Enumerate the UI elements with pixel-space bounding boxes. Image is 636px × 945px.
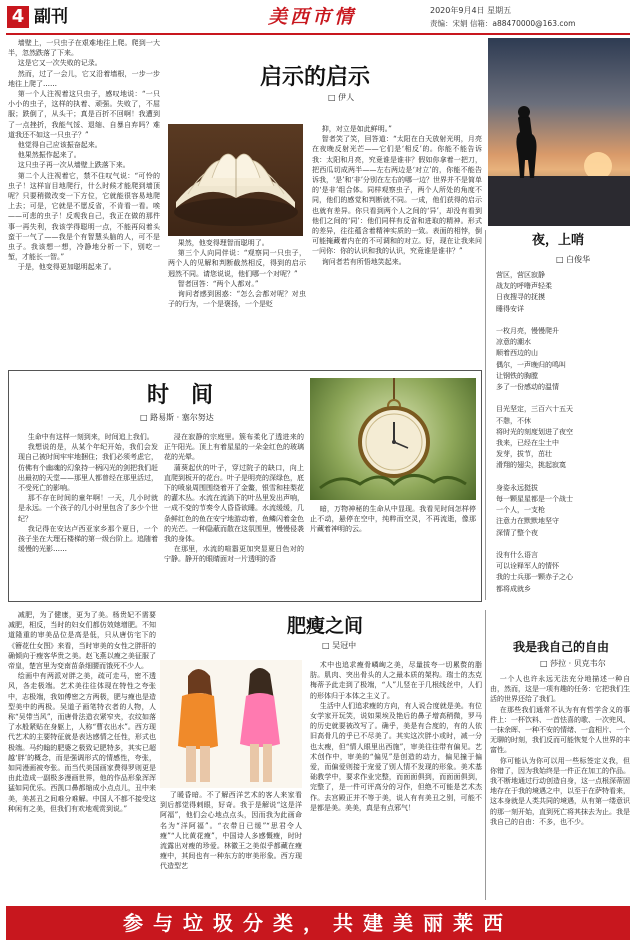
qishi-para: 第三个人向同伴说：“观察同一只虫子，两个人的见解和判断截然相反，得到的启示迥然不同。请您说说，他们哪一个对呢？”: [168, 249, 306, 278]
open-book-image: [168, 124, 303, 236]
article-title: 时 间: [146, 382, 213, 408]
time-para: 生命中有这样一刻到来，时间追上我们。: [27, 433, 154, 441]
left-bottom-para: 绘画中有两派对胖之美，疏可走马，密不透风，各走极端。艺术美往往体现在特性之夸张中，志极端，我如傅密之方两极，肥与瘦也是造型美中的两极。吴道子画笔特衣者的人物，人称“吴带当风”，而唐骨法造衣紧窄夹，衣纹如落了水般紧贴在身躯上，人称“曹衣出水”。西方现代艺术的主要特征就是表达感情之任性，形式也极端。马约翰的肥婆之极致记肥特多，其实已超越‘胖’的概念，而是强调形式的情感性，夸张，如同漫画被夸张。而当代美国画家费得罗则更是由此造成一副极多漫画世界，他的作品形象浑浑猛如同优乐。西凯口鼻都缩成小点点儿，丑中来美，美甚丑之间难分难解。中国人不都不接受这种闲有之美，但我们有欢地观赏到说。”: [8, 672, 156, 813]
header-divider: [6, 33, 630, 35]
poem-body: [496, 270, 630, 606]
column-divider: [485, 230, 486, 600]
time-para: 我记得在安达卢西亚家乡那个夏日，一个孩子坐在大理石楼梯的第一级台阶上。追随着缓慢的光影……: [18, 524, 158, 554]
women-figures: [160, 660, 302, 788]
left-story-para: 这是它又一次失败的记录。: [17, 59, 102, 68]
poem-line: 睡得安详: [496, 304, 524, 313]
pocket-watch-image: [310, 378, 476, 500]
qishi-col2: [312, 124, 482, 362]
time-para: 蒲葵起伏的叶子，穿过院子的缺口，向上直爬到板开的花台。叶子是明亮的深绿色，底下的喷泉周围围绕着开了金鳖，银雪和桂梨花的灌木丛。水流在流淌下的叶丛里发出声响，一成不变的节奏令人昏昏欲睡。水流缓缓，几条鲜红色的鱼在安宁地游动着，鱼鳞闪着金色的光芒。一种隐蔽而散在这氛围里，慢慢侵袭我的身体。: [164, 463, 304, 544]
poem-line: [496, 393, 630, 404]
qishi-para: 询问者感到困惑：“怎么会都对呢？对虫子的行为，一个是褒扬，一个是贬: [168, 290, 306, 309]
poem-title: 夜，上哨: [531, 233, 584, 248]
poem-line: 发芽，拔节，茁壮: [496, 450, 552, 459]
self-story: [490, 674, 630, 902]
poem-line: 可以诠释军人的情怀: [496, 562, 559, 571]
time-para: 浸在寂静的宗庭里。簇布柔化了透进来的正午阳光。顶上有着星星的一朵金红色的玻璃花的光晕。: [164, 433, 304, 462]
left-story-para: 这只虫子再一次从墙壁上跌落下来。: [17, 161, 130, 170]
article-byline: □ 路易斯 · 塞尔努达: [140, 412, 214, 423]
poem-line: [496, 315, 630, 326]
article-title: 肥瘦之间: [286, 615, 363, 637]
watch-illustration: [310, 378, 476, 500]
poem-line: 偶尔，一声晚归的鸣叫: [496, 360, 566, 369]
poem-line: 日夜搜寻的抚摸: [496, 293, 545, 302]
poem-line: 滑翔的翅尖，挑起寂寞: [496, 461, 566, 470]
poem-line: 目光坚定，三百六十五天: [496, 405, 573, 414]
left-story-para: 于是，他变得更加聪明起来了。: [17, 263, 116, 272]
qishi-para: 智者回答：“两个人都对。”: [177, 279, 259, 288]
qishi-para: 询问者若有所悟地笑起来。: [321, 257, 406, 266]
editor-info: 责编：宋娟 信箱：a88470000@163.com: [430, 19, 576, 28]
poem-line: 我的士兵那一颗赤子之心: [496, 573, 573, 582]
left-story-para: 他觉得自己应该振奋起来。: [17, 141, 102, 150]
left-story-para: 然而，过了一会儿，它又沿着墙根，一步一步地往上爬了……: [8, 69, 160, 88]
time-para: 那不存在时间的童年啊！一天，几小时就是永远。一个孩子的几小时里包含了多少个世纪？: [18, 494, 158, 523]
article-title: 我是我自己的自由: [512, 640, 609, 654]
poem-line: 战友的呼噜声轻柔: [496, 282, 552, 291]
poem-line: 每一颗星星都是一个战士: [496, 495, 573, 504]
book-illustration: [168, 124, 303, 236]
section-title: 副刊: [34, 7, 68, 27]
poem-line: 身姿永远挺拔: [496, 483, 538, 492]
time-para: 在那里，水流的喧嚣更加突显夏日色对的宁静。静开的眼睛面对一片透明的香: [164, 545, 304, 564]
left-story: [8, 38, 160, 360]
fei-para: 了暖昏暗。不了解西洋艺术的客人来家看到后都觉得刺眼，好奇。我于是解说“这是洋阿福”，他们会心地点点头，因而我为此画命名为“洋阿福”。“衣带日已缓”“思君令人瘦”“人比黄花瘦”，中国诗人多感慨瘦，时时流露出对瘦的珍爱。林徽王之美似乎都藏在瘦瘦中，其间也有一种东方的审美形象。西方现代造型艺: [160, 791, 302, 871]
poem-byline: □ 白俊华: [556, 254, 590, 265]
poem-line: 多了一份感动的温情: [496, 383, 559, 392]
left-story-para: 墙壁上，一只虫子在艰难地往上爬。爬到一大半，忽然跌落了下来。: [8, 39, 160, 58]
fei-para: 术中也追求瘦骨嶙峋之美，尽量拔夸一切累赘的脂肪。肌肉、突出骨头的人之最本质的架构。瑞士的杰克梅蒂予此走到了极端，“人”儿竖在于几根线丝中，人们的形体归于本体之主义了。: [310, 661, 482, 700]
time-para: 我想说的是，从某个年纪开始，我们会发现自己被时间牢牢地捆住；我们必须考虑它，仿佛有个幽魂的幻象持一柄闪光的剑把我们赶出最初的天堂——那里人都曾经在那里活过，不受死亡的影响。: [18, 443, 158, 493]
poem-line: 一个人，一支枪: [496, 506, 545, 515]
masthead-logo: 美西市情: [268, 6, 357, 28]
poem-line: 一枚月亮，慢慢爬升: [496, 327, 559, 336]
fei-col1: [160, 790, 302, 902]
self-para: 你可能认为你可以用一些标签定义我，但你错了，因为我始终是一件正在加工的作品。我不断地通过行动创造自身，这一点根深蒂固地存在于我的境遇之中，以至于在萨特看来，这本身就是人类共同的境遇，从有第一缕意识的那一刻开始，直到死亡将其抹去为止。我是我自己的自由：不多，也不少。: [490, 756, 630, 826]
poem-line: 将时光的刻度划进了夜空: [496, 427, 573, 436]
self-para: 一个人也许永远无法充分地描述一种自由，然而，这是一项有趣的任务：它把我们生活的世界还给了我们。: [490, 675, 630, 704]
qishi-para: 智者笑了笑，回答道：“太阳在白天放射光明，月亮在夜晚反射光芒——它们是‘相反’的。你能不能告诉我：太阳和月亮，究竟谁是谁非？假如你拿着一把刀，把西瓜切成两半——左右两边是‘对立’的，你能不能告诉我，‘是’和‘非’分别在左右的哪一边？世界并不是简单的‘是非’组合体。同样观察虫子，两个人所处的角度不同，他们的感觉和判断就不同。一成，他们获得的启示也就有差异。你只看到两个人之间的‘异’，却没有看到他们之间的‘同’：他们同样有反省和进取的精神。形式的差异，往往蕴含着精神实质的一致。表面的相悖，倒可能掩藏着内在的不可调和的对立。好，现在让我来问一问你：你的认识和我的认识，究竟谁是谁非？”: [312, 135, 482, 256]
sunset-illustration: [488, 38, 630, 226]
fei-col2: [310, 660, 482, 902]
poem-line: [496, 539, 630, 550]
poem-line: 注意力在默默地坚守: [496, 517, 559, 526]
poem-line: 营区，营区寂静: [496, 271, 545, 279]
poem-line: 让钢铁的胸膛: [496, 371, 538, 380]
poem-line: 都将成就乡: [496, 584, 531, 593]
left-story-para: 他果然振作起来了。: [17, 151, 81, 160]
article-byline: □ 伊人: [328, 92, 354, 103]
time-col2: [164, 432, 304, 598]
qishi-col1: [168, 238, 306, 362]
issue-date: 2020年9月4日 星期五: [430, 6, 512, 15]
left-bottom-para: 减肥，为了健康，更为了美。杨贵妃不需要减肥，相反，当时的妇女们都仿效她增肥。不知道隆重的审美品位是高是低，只从唐仿宅下的《簪花仕女图》来看，当时审美的女性之胖肝的确倾向于瘦客华贵之美。赵飞燕以瘦之美征服了帝皇，楚宫里为变南苗条细腰而饿死不少人。: [8, 611, 156, 671]
left-story-para: 第二个人注视着它，禁不住叹气说：“可怜的虫子！这样盲目地爬行，什么时候才能爬到墙顶呢？只要稍微改变一下方位，它就能很容易地爬上去；可是，它就是不愿反省，不肯看一看。唉——可悲的虫子！反观我自己，我正在做的那件事一再失利，我该学得聪明一点，不能再闷着头蛮干一气了——我是个有智慧头脑的人，可不是虫子。我该想一想，冷静地分析一下，别吃一堑，才能长一智。”: [8, 171, 160, 262]
footer-slogan: 参与垃圾分类，共建美丽莱西: [123, 911, 513, 935]
poem-line: 顺着西边的山: [496, 349, 538, 358]
poem-line: 不憩，不休: [496, 416, 531, 425]
column-divider: [485, 610, 486, 900]
article-byline: □ 吴冠中: [322, 640, 356, 651]
fei-para: 生活中人们追求瘦的方向，有人说合度就是美。有位女学家开玩笑，说如果埃及艳后的鼻子增高稍微，罗马的历史就要被改写了。确乎，美是有合度的，有的人依旧高骨几的乎已不尽美了。其实这次胖小或时，减一分也太瘦，但“情人眼里出西施”，审美往往带有偏见。艺术创作中，审美的“偏见”是创造的动力，偏见撞于偏爱，而偏爱则接于宠爱了别人情不发现的形象。美术基础教学中，要求作业完整，而面面俱到，而面面俱到，完整了，是一件可评高分的习作，但绝不可能是艺术杰作。去宫殿正并不等于美，说人有有美丑之别，可能不是都是美。美美，真是有点邪气！: [310, 701, 482, 812]
time-para: 暗，万物神秘的生命从中显现。我看见时间怎样停止不动，悬停在空中，纯粹而空灵，不再流逝，像那片藏着神明的云。: [310, 505, 476, 534]
poem-line: 我来，已经在尘土中: [496, 439, 559, 448]
poem-line: 没有什么语言: [496, 551, 538, 560]
time-col1: [18, 432, 158, 598]
article-byline: □ 莎拉 · 贝克韦尔: [540, 658, 606, 669]
sunset-silhouette-image: [488, 38, 630, 226]
poem-line: 深情了整个夜: [496, 528, 538, 537]
qishi-para: 抑，对立是如此鲜明。”: [321, 125, 392, 133]
qishi-para: 果然，他变得理智而聪明了。: [177, 239, 269, 247]
poem-line: [496, 472, 630, 483]
article-title: 启示的启示: [259, 64, 370, 90]
left-bottom-story: [8, 610, 156, 902]
page-number-badge: 4: [7, 6, 29, 28]
left-story-para: 第一个人注视着这只虫子，感叹地说：“一只小小的虫子，这样的执着、顽强。失败了，不屈服；跌倒了，从头干；真是百折不回啊！我遭到了一点挫折，我能气馁、退缩、自暴自弃吗？难道我还不如这一只虫子？”: [8, 90, 160, 139]
poem-line: 凉意的潮水: [496, 338, 531, 347]
time-col3: [310, 504, 476, 596]
self-para: 在那些我们通常不认为有有哲学含义的事件上：一杯饮料、一首怯喜的歌、一次兜风、一抹余晖、一种不安的情绪、一盒相片、一个无聊的时刻，我们反而可能恢复个人世界的丰富性。: [490, 705, 630, 755]
women-illustration-image: [160, 660, 302, 788]
